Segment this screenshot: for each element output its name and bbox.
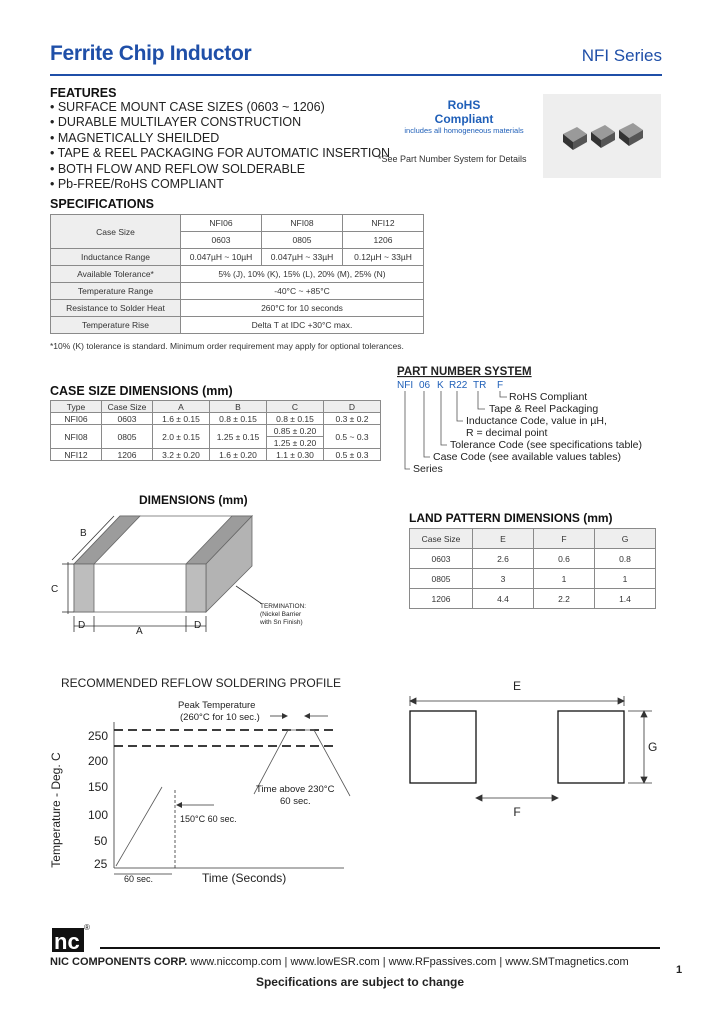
cell: 0.6 <box>534 549 595 569</box>
cell: 1.4 <box>595 589 656 609</box>
label-f: F <box>513 805 521 819</box>
land-pattern-drawing <box>400 676 670 822</box>
label-a: A <box>136 626 143 637</box>
registered-mark: ® <box>84 923 90 932</box>
series-cell: NFI06 <box>181 215 262 232</box>
pn-part-case: 06 <box>419 380 431 391</box>
cell: 1 <box>534 569 595 589</box>
termination-label: TERMINATION: <box>260 603 307 610</box>
footer-link[interactable]: www.lowESR.com <box>290 956 380 968</box>
cell: 1206 <box>102 449 153 461</box>
cell: 0.8 <box>595 549 656 569</box>
cell: 0603 <box>102 413 153 425</box>
company-name: NIC COMPONENTS CORP. <box>50 956 188 968</box>
y-tick: 50 <box>94 834 108 848</box>
case-size-label: Case Size <box>51 215 181 249</box>
table-row <box>51 300 424 317</box>
col-header: D <box>324 401 381 413</box>
case-dims-heading: CASE SIZE DIMENSIONS (mm) <box>50 384 233 398</box>
feature-item: • SURFACE MOUNT CASE SIZES (0603 ~ 1206) <box>50 100 325 114</box>
feature-item: • TAPE & REEL PACKAGING FOR AUTOMATIC INSERTION <box>50 146 391 161</box>
footer-link[interactable]: www.niccomp.com <box>190 956 282 968</box>
table-row <box>410 569 656 589</box>
table-header-row <box>410 529 656 549</box>
chip-illustration <box>543 94 661 178</box>
termination-left <box>74 564 94 612</box>
cell: 2.0 ± 0.15 <box>153 425 210 449</box>
code-cell: 1206 <box>343 232 424 249</box>
feature-item: • DURABLE MULTILAYER CONSTRUCTION <box>50 115 302 130</box>
pn-part-series: NFI <box>397 380 414 391</box>
col-header: F <box>534 529 595 549</box>
feature-item: • MAGNETICALLY SHEILDED <box>50 130 220 145</box>
x-axis-label: Time (Seconds) <box>202 871 287 885</box>
row-label: Resistance to Solder Heat <box>51 300 181 317</box>
value-cell: -40°C ~ +85°C <box>181 283 424 300</box>
land-pattern-table <box>409 528 656 609</box>
table-row <box>51 449 381 461</box>
cell: 0.3 ± 0.2 <box>324 413 381 425</box>
col-header: C <box>267 401 324 413</box>
series-name: NFI Series <box>581 46 662 65</box>
cell: NFI06 <box>51 413 102 425</box>
footer-separator: | <box>499 956 503 968</box>
nic-logo <box>48 920 96 960</box>
value-cell: 260°C for 10 seconds <box>181 300 424 317</box>
row-label: Temperature Rise <box>51 317 181 334</box>
code-cell: 0805 <box>262 232 343 249</box>
cell: 0805 <box>102 425 153 449</box>
pn-line: Tape & Reel Packaging <box>489 403 599 415</box>
footer-link[interactable]: www.RFpassives.com <box>388 956 497 968</box>
col-header: Case Size <box>410 529 473 549</box>
rohs-note: *See Part Number System for Details <box>378 154 527 164</box>
termination-label: with Sn Finish) <box>260 619 303 626</box>
cell: 0.8 ± 0.15 <box>210 413 267 425</box>
ramp-label: 60 sec. <box>124 874 154 884</box>
label-e: E <box>512 679 522 693</box>
cell: 1.6 ± 0.15 <box>153 413 210 425</box>
case-dims-table <box>50 400 381 461</box>
label-c: C <box>51 584 59 595</box>
table-header-row <box>51 401 381 413</box>
header-rule <box>50 74 662 76</box>
cell: 0603 <box>410 549 473 569</box>
dimensions-drawing <box>44 508 324 643</box>
part-number-diagram <box>397 365 677 480</box>
cell: NFI08 <box>51 425 102 449</box>
y-tick: 100 <box>88 808 109 822</box>
preheat-arrowhead <box>176 802 182 808</box>
preheat-label: 150°C 60 sec. <box>180 814 237 824</box>
dimensions-heading: DIMENSIONS (mm) <box>139 493 248 507</box>
pn-line: Series <box>413 463 443 475</box>
rohs-line1: RoHS <box>447 98 481 112</box>
series-cell: NFI12 <box>343 215 424 232</box>
label-d-right: D <box>194 620 202 631</box>
footer-separator: | <box>382 956 386 968</box>
label-g: G <box>648 740 658 754</box>
feature-item: • Pb-FREE/RoHS COMPLIANT <box>50 177 224 192</box>
rohs-line3: includes all homogeneous materials <box>404 126 524 135</box>
rohs-badge <box>392 98 536 135</box>
termination-label: (Nickel Barrier <box>260 611 302 618</box>
land-pad-left <box>410 711 476 783</box>
cell: 2.6 <box>473 549 534 569</box>
table-row <box>51 215 424 232</box>
cell: 1.25 ± 0.20 <box>267 437 324 449</box>
cell: 1.1 ± 0.30 <box>267 449 324 461</box>
y-axis-label: Temperature - Deg. C <box>49 752 63 868</box>
pn-line: RoHS Compliant <box>509 391 588 403</box>
table-row <box>410 549 656 569</box>
y-tick: 250 <box>88 729 109 743</box>
cell: NFI12 <box>51 449 102 461</box>
footer-separator: | <box>284 956 288 968</box>
termination-right <box>186 564 206 612</box>
y-tick: 150 <box>88 780 109 794</box>
cell: 0.5 ~ 0.3 <box>324 425 381 449</box>
pn-part-inductance: R22 <box>449 380 468 391</box>
land-pattern-heading: LAND PATTERN DIMENSIONS (mm) <box>409 511 613 525</box>
footer-rule <box>100 947 660 949</box>
y-tick: 25 <box>94 857 108 871</box>
time-above-label: 60 sec. <box>280 796 311 807</box>
cell: 3.2 ± 0.20 <box>153 449 210 461</box>
col-header: Case Size <box>102 401 153 413</box>
row-label: Temperature Range <box>51 283 181 300</box>
row-label: Inductance Range <box>51 249 181 266</box>
col-header: Type <box>51 401 102 413</box>
code-cell: 0603 <box>181 232 262 249</box>
pn-line: Inductance Code, value in µH, <box>466 415 607 427</box>
peak-label: Peak Temperature <box>178 700 256 711</box>
pn-line: Tolerance Code (see specifications table) <box>450 439 643 451</box>
table-row <box>51 425 381 437</box>
cell: 1 <box>595 569 656 589</box>
logo-text: nc <box>54 929 80 954</box>
cell: 1.25 ± 0.15 <box>210 425 267 449</box>
footer-link[interactable]: www.SMTmagnetics.com <box>505 956 629 968</box>
cell: 0.5 ± 0.3 <box>324 449 381 461</box>
value-cell: Delta T at IDC +30°C max. <box>181 317 424 334</box>
col-header: G <box>595 529 656 549</box>
pn-part-rohs: F <box>497 380 504 391</box>
table-row <box>51 266 424 283</box>
cell: 0.8 ± 0.15 <box>267 413 324 425</box>
rohs-line2: Compliant <box>434 112 494 126</box>
features-heading: FEATURES <box>50 86 117 100</box>
page-number: 1 <box>676 964 683 976</box>
part-number-heading: PART NUMBER SYSTEM <box>397 366 532 378</box>
table-row <box>51 283 424 300</box>
reflow-heading: RECOMMENDED REFLOW SOLDERING PROFILE <box>61 676 342 690</box>
pn-line: Case Code (see available values tables) <box>433 451 621 463</box>
ramp-up-curve <box>116 787 162 866</box>
pn-part-packaging: TR <box>473 380 487 391</box>
col-header: B <box>210 401 267 413</box>
chip-1 <box>563 127 587 150</box>
chip-2 <box>591 125 615 148</box>
value-cell: 0.047µH ~ 33µH <box>262 249 343 266</box>
peak-arrow-right <box>304 713 310 719</box>
cell: 0805 <box>410 569 473 589</box>
tolerance-note: *10% (K) tolerance is standard. Minimum order requirement may apply for optional tolerances. <box>50 341 404 351</box>
table-row <box>51 413 381 425</box>
series-cell: NFI08 <box>262 215 343 232</box>
cell: 2.2 <box>534 589 595 609</box>
table-row <box>51 249 424 266</box>
cell: 3 <box>473 569 534 589</box>
pn-part-tolerance: K <box>437 380 444 391</box>
value-cell: 0.047µH ~ 10µH <box>181 249 262 266</box>
col-header: E <box>473 529 534 549</box>
value-cell: 5% (J), 10% (K), 15% (L), 20% (M), 25% (N) <box>181 266 424 283</box>
features-list <box>50 100 390 192</box>
feature-item: • BOTH FLOW AND REFLOW SOLDERABLE <box>50 161 306 176</box>
row-label: Available Tolerance* <box>51 266 181 283</box>
cell: 0.85 ± 0.20 <box>267 425 324 437</box>
peak-arrow-left <box>282 713 288 719</box>
time-above-label: Time above 230°C <box>256 784 335 795</box>
label-d-left: D <box>78 620 86 631</box>
pn-line: R = decimal point <box>466 427 548 439</box>
reflow-profile-chart <box>44 690 380 890</box>
chip-3 <box>619 123 643 146</box>
part-number-system <box>397 365 677 483</box>
footer-links <box>50 956 629 968</box>
label-b: B <box>80 528 87 539</box>
table-row <box>410 589 656 609</box>
peak-label: (260°C for 10 sec.) <box>180 712 260 723</box>
cell: 4.4 <box>473 589 534 609</box>
page-title: Ferrite Chip Inductor <box>50 42 252 65</box>
cell: 1.6 ± 0.20 <box>210 449 267 461</box>
table-row <box>51 317 424 334</box>
y-tick: 200 <box>88 754 109 768</box>
chip-photo <box>543 94 661 178</box>
col-header: A <box>153 401 210 413</box>
land-pad-right <box>558 711 624 783</box>
value-cell: 0.12µH ~ 33µH <box>343 249 424 266</box>
cell: 1206 <box>410 589 473 609</box>
specifications-table <box>50 214 424 334</box>
specifications-heading: SPECIFICATIONS <box>50 197 154 211</box>
disclaimer: Specifications are subject to change <box>255 975 465 989</box>
